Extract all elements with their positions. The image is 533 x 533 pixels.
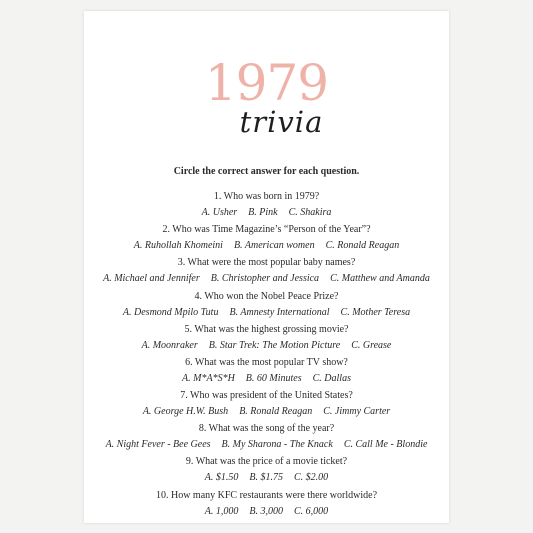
question-text: 9. What was the price of a movie ticket? <box>185 456 348 467</box>
answer-options <box>84 240 449 252</box>
option-b[interactable]: B. Amnesty International <box>229 307 330 318</box>
answer-options <box>84 340 449 352</box>
question-7 <box>84 390 449 418</box>
question-8 <box>14 423 519 451</box>
option-c[interactable]: C. Ronald Reagan <box>325 240 400 251</box>
answer-options <box>84 506 449 518</box>
question-text: 5. What was the highest grossing movie? <box>184 324 349 335</box>
answer-options <box>14 273 519 285</box>
instructions: Circle the correct answer for each question. <box>173 166 360 177</box>
option-b[interactable]: B. 60 Minutes <box>245 373 302 384</box>
option-b[interactable]: B. American women <box>233 240 315 251</box>
option-b[interactable]: B. 3,000 <box>249 506 284 517</box>
option-a[interactable]: A. George H.W. Bush <box>142 406 229 417</box>
answer-options <box>84 472 449 484</box>
question-text: 6. What was the most popular TV show? <box>185 357 348 368</box>
option-a[interactable]: A. Desmond Mpilo Tutu <box>122 307 219 318</box>
question-text: 4. Who won the Nobel Peace Prize? <box>194 291 339 302</box>
title-trivia: trivia <box>239 105 324 139</box>
question-9 <box>84 456 449 484</box>
option-b[interactable]: B. Christopher and Jessica <box>210 273 320 284</box>
question-2 <box>84 224 449 252</box>
option-a[interactable]: A. Michael and Jennifer <box>103 273 200 284</box>
option-c[interactable]: C. Shakira <box>288 207 332 218</box>
question-5 <box>84 324 449 352</box>
option-a[interactable]: A. Moonraker <box>141 340 198 351</box>
question-text: 7. Who was president of the United States? <box>180 390 353 401</box>
option-c[interactable]: C. Dallas <box>312 373 351 384</box>
option-a[interactable]: A. Usher <box>201 207 238 218</box>
answer-options <box>84 207 449 219</box>
option-c[interactable]: C. 6,000 <box>294 506 329 517</box>
answer-options <box>14 439 519 451</box>
question-1 <box>84 191 449 219</box>
trivia-card <box>84 11 449 523</box>
option-a[interactable]: A. 1,000 <box>204 506 239 517</box>
option-a[interactable]: A. Ruhollah Khomeini <box>133 240 223 251</box>
question-text: 8. What was the song of the year? <box>198 423 335 434</box>
question-text: 10. How many KFC restaurants were there worldwide? <box>155 490 378 501</box>
answer-options <box>84 406 449 418</box>
option-c[interactable]: C. Matthew and Amanda <box>330 273 430 284</box>
option-a[interactable]: A. $1.50 <box>204 472 239 483</box>
option-c[interactable]: C. $2.00 <box>294 472 329 483</box>
option-c[interactable]: C. Jimmy Carter <box>323 406 391 417</box>
title-year: 1979 <box>204 54 329 112</box>
question-10 <box>84 490 449 518</box>
option-b[interactable]: B. $1.75 <box>249 472 284 483</box>
question-4 <box>84 291 449 319</box>
question-text: 3. What were the most popular baby names? <box>177 257 356 268</box>
option-c[interactable]: C. Mother Teresa <box>340 307 411 318</box>
option-b[interactable]: B. Ronald Reagan <box>239 406 313 417</box>
question-3 <box>14 257 519 285</box>
answer-options <box>84 373 449 385</box>
question-text: 1. Who was born in 1979? <box>213 191 320 202</box>
question-text: 2. Who was Time Magazine’s “Person of the Year”? <box>162 224 371 235</box>
option-a[interactable]: A. Night Fever - Bee Gees <box>105 439 211 450</box>
answer-options <box>84 307 449 319</box>
option-b[interactable]: B. Pink <box>248 207 278 218</box>
option-c[interactable]: C. Call Me - Blondie <box>343 439 428 450</box>
option-b[interactable]: B. Star Trek: The Motion Picture <box>208 340 341 351</box>
option-b[interactable]: B. My Sharona - The Knack <box>221 439 333 450</box>
option-a[interactable]: A. M*A*S*H <box>182 373 235 384</box>
question-6 <box>84 357 449 385</box>
option-c[interactable]: C. Grease <box>351 340 392 351</box>
